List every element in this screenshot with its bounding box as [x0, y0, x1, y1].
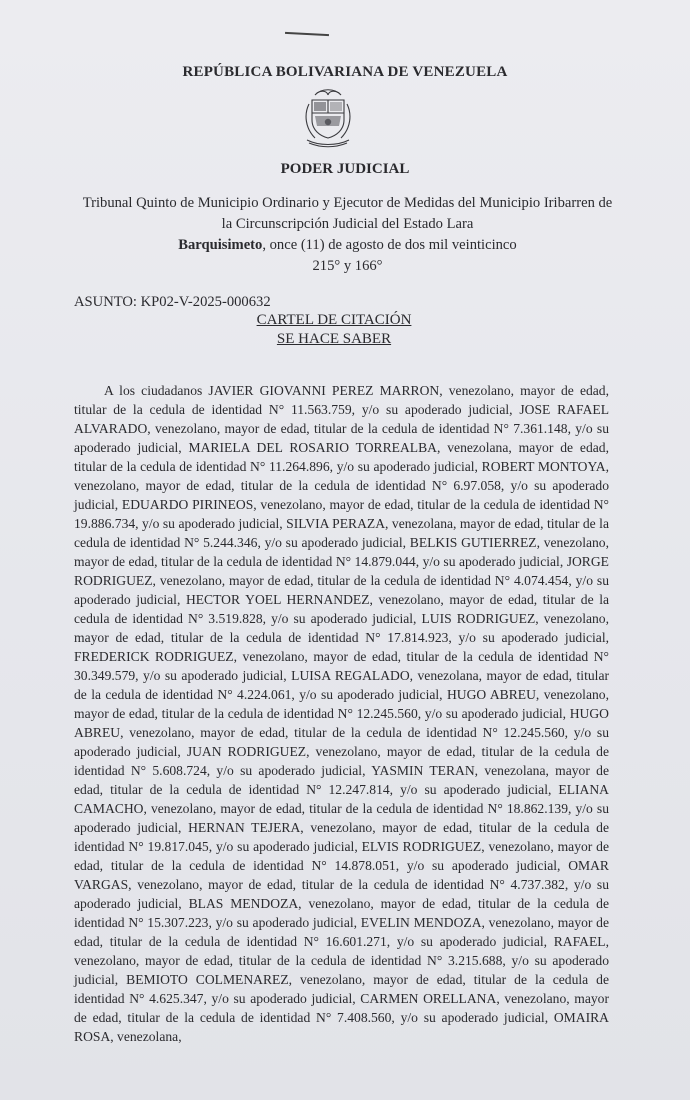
date-text: , once (11) de agosto de dos mil veinticinco: [262, 237, 517, 253]
tribunal-block: [40, 193, 655, 277]
judicial-power-heading: PODER JUDICIAL: [280, 161, 410, 177]
coat-of-arms-icon: [301, 86, 355, 148]
citation-body: A los ciudadanos JAVIER GIOVANNI PEREZ MARRON, venezolano, mayor de edad, titular de la cedula de identidad N° 11.563.759, y/o su apoderado judicial, JOSE RAFAEL ALVARADO, venezolano, mayor de edad, titular de la cedula de identidad N° 7.361.148, y/o su apoderado judicial, MARIELA DEL ROSARIO TORREALBA, venezolana, mayor de edad, titular de la cedula de identidad N° 11.264.896, y/o su apoderado judicial, ROBERT MONTOYA, venezolano, mayor de edad, titular de la cedula de identidad N° 6.97.058, y/o su apoderado judicial, EDUARDO PIRINEOS, venezolano, mayor de edad, titular de la cedula de identidad N° 19.886.734, y/o su apoderado judicial, SILVIA PERAZA, venezolana, mayor de edad, titular de la cedula de identidad N° 5.244.346, y/o su apoderado judicial, BELKIS GUTIERREZ, venezolano, mayor de edad, titular de la cedula de identidad N° 14.879.044, y/o su apoderado judicial, JORGE RODRIGUEZ, venezolano, mayor de edad, titular de la cedula de identidad N° 4.074.454, y/o su apoderado judicial, HECTOR YOEL HERNANDEZ, venezolano, mayor de edad, titular de la cedula de identidad N° 3.519.828, y/o su apoderado judicial, LUIS RODRIGUEZ, venezolano, mayor de edad, titular de la cedula de identidad N° 17.814.923, y/o su apoderado judicial, FREDERICK RODRIGUEZ, venezolano, mayor de edad, titular de la cedula de identidad N° 30.349.579, y/o su apoderado judicial, LUISA REGALADO, venezolana, mayor de edad, titular de la cedula de identidad N° 4.224.061, y/o su apoderado judicial, HUGO ABREU, venezolano, mayor de edad, titular de la cedula de identidad N° 12.245.560, y/o su apoderado judicial, HUGO ABREU, venezolano, mayor de edad, titular de la cedula de identidad N° 12.245.560, y/o su apoderado judicial, JUAN RODRIGUEZ, venezolano, mayor de edad, titular de la cedula de identidad N° 5.608.724, y/o su apoderado judicial, YASMIN TERAN, venezolana, mayor de edad, titular de la cedula de identidad N° 12.247.814, y/o su apoderado judicial, ELIANA CAMACHO, venezolano, mayor de edad, titular de la cedula de identidad N° 18.862.139, y/o su apoderado judicial, HERNAN TEJERA, venezolano, mayor de edad, titular de la cedula de identidad N° 19.817.045, y/o su apoderado judicial, ELVIS RODRIGUEZ, venezolano, mayor de edad, titular de la cedula de identidad N° 14.878.051, y/o su apoderado judicial, OMAR VARGAS, venezolano, mayor de edad, titular de la cedula de identidad N° 4.737.382, y/o su apoderado judicial, BLAS MENDOZA, venezolano, mayor de edad, titular de la cedula de identidad N° 15.307.223, y/o su apoderado judicial, EVELIN MENDOZA, venezolano, mayor de edad, titular de la cedula de identidad N° 16.601.271, y/o su apoderado judicial, RAFAEL, venezolano, mayor de edad, titular de la cedula de identidad N° 3.215.688, y/o su apoderado judicial, BEMIOTO COLMENAREZ, venezolano, mayor de edad, titular de la cedula de identidad N° 4.625.347, y/o su apoderado judicial, CARMEN ORELLANA, venezolano, mayor de edad, titular de la cedula de identidad N° 7.408.560, y/o su apoderado judicial, OMAIRA ROSA, venezolana,: [74, 382, 609, 1044]
cartel-title: CARTEL DE CITACIÓN: [256, 312, 412, 328]
tribunal-line-1: Tribunal Quinto de Municipio Ordinario y Ejecutor de Medidas del Municipio Iribarren de: [82, 195, 613, 211]
cartel-subtitle: SE HACE SABER: [276, 331, 392, 347]
tribunal-line-2: la Circunscripción Judicial del Estado Lara: [221, 216, 474, 232]
top-pen-mark: [285, 32, 329, 36]
city-name: Barquisimeto: [178, 237, 263, 253]
place-date-line: [40, 235, 655, 256]
republic-heading: REPÚBLICA BOLIVARIANA DE VENEZUELA: [182, 64, 508, 80]
cartel-heading: [0, 311, 668, 349]
years-line: 215° y 166°: [312, 258, 383, 274]
case-number: ASUNTO: KP02-V-2025-000632: [74, 294, 271, 310]
